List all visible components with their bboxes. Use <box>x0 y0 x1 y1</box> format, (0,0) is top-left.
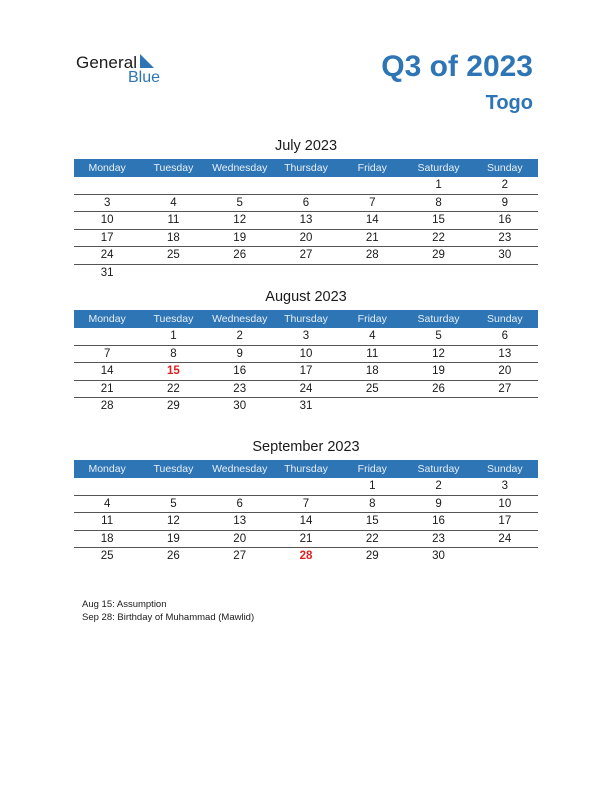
weekday-label: Monday <box>88 463 126 475</box>
week-row <box>74 381 538 399</box>
day-cell: 2 <box>236 330 243 342</box>
weekday-label: Wednesday <box>212 313 268 325</box>
day-cell: 31 <box>299 400 313 412</box>
day-cell <box>339 398 405 416</box>
weekday-header <box>74 460 538 478</box>
week-row <box>74 496 538 514</box>
day-cell: 7 <box>103 347 111 360</box>
day-cell: 18 <box>167 231 180 244</box>
day-cell: 2 <box>435 480 442 492</box>
holiday-note: Aug 15: Assumption <box>82 599 167 610</box>
day-cell <box>273 265 339 283</box>
day-cell <box>207 177 273 194</box>
generalblue-logo <box>76 53 176 93</box>
weekday-label: Saturday <box>417 162 460 174</box>
day-cell: 17 <box>299 365 313 377</box>
month-title: August 2023 <box>265 289 347 305</box>
day-cell: 26 <box>233 249 247 261</box>
day-cell <box>339 177 405 194</box>
day-cell: 23 <box>432 532 445 545</box>
day-cell: 16 <box>432 515 445 527</box>
holiday-notes <box>82 598 254 624</box>
holiday-note: Sep 28: Birthday of Muhammad (Mawlid) <box>82 612 255 623</box>
day-cell: 11 <box>366 347 379 360</box>
logo-triangle-icon <box>140 54 154 68</box>
day-cell: 7 <box>302 497 310 510</box>
day-cell: 9 <box>236 347 243 360</box>
day-cell <box>472 398 538 416</box>
week-row <box>74 363 538 381</box>
day-cell: 16 <box>233 365 247 377</box>
weekday-label: Thursday <box>284 162 328 174</box>
day-cell: 23 <box>233 382 247 395</box>
day-cell: 27 <box>498 382 512 395</box>
week-row <box>74 328 538 346</box>
day-cell <box>472 265 538 283</box>
day-cell: 10 <box>498 497 512 510</box>
day-cell: 8 <box>435 196 442 209</box>
day-cell: 4 <box>369 330 376 342</box>
day-cell: 8 <box>369 497 376 510</box>
day-cell: 15 <box>365 515 379 527</box>
weekday-label: Tuesday <box>153 463 194 475</box>
day-cell: 9 <box>501 196 509 209</box>
day-cell <box>74 328 140 345</box>
week-row <box>74 478 538 496</box>
weekday-label: Tuesday <box>153 162 194 174</box>
day-cell: 29 <box>167 400 180 412</box>
day-cell: 6 <box>501 330 509 342</box>
day-cell: 30 <box>432 550 445 562</box>
day-cell: 21 <box>100 382 114 395</box>
month-calendar <box>74 137 538 282</box>
holiday-day-cell: 28 <box>299 550 313 562</box>
day-cell: 23 <box>498 231 512 244</box>
day-cell <box>339 265 405 283</box>
weekday-label: Friday <box>357 313 387 325</box>
day-cell: 28 <box>100 400 114 412</box>
day-cell: 9 <box>435 497 442 510</box>
day-cell: 13 <box>233 515 247 527</box>
day-cell: 14 <box>299 515 313 527</box>
day-cell: 18 <box>365 365 379 377</box>
day-cell: 27 <box>299 249 313 261</box>
day-cell: 1 <box>369 480 376 492</box>
day-cell: 12 <box>167 515 180 527</box>
logo-text-blue: Blue <box>128 69 161 86</box>
day-cell: 11 <box>101 515 114 527</box>
month-calendar <box>74 288 538 416</box>
weekday-label: Monday <box>88 313 126 325</box>
day-cell <box>74 177 140 194</box>
weekday-label: Sunday <box>487 162 523 174</box>
month-title: September 2023 <box>252 439 360 455</box>
day-cell: 5 <box>236 196 243 209</box>
day-cell <box>273 478 339 495</box>
day-cell: 1 <box>170 330 177 342</box>
page-title: Q3 of 2023 <box>381 50 533 83</box>
month-title: July 2023 <box>274 138 338 154</box>
weekday-label: Sunday <box>487 463 523 475</box>
week-row <box>74 265 538 283</box>
weekday-label: Thursday <box>284 313 328 325</box>
week-row <box>74 247 538 265</box>
holiday-day-cell: 15 <box>167 365 180 377</box>
day-cell: 17 <box>100 231 114 244</box>
day-cell: 20 <box>233 532 247 545</box>
day-cell: 13 <box>299 214 313 226</box>
day-cell: 6 <box>236 497 243 510</box>
day-cell: 11 <box>167 214 180 226</box>
day-cell <box>74 478 140 495</box>
day-cell: 6 <box>302 196 310 209</box>
weekday-label: Wednesday <box>212 463 268 475</box>
day-cell <box>207 265 273 283</box>
week-row <box>74 230 538 248</box>
week-row <box>74 346 538 364</box>
day-cell: 1 <box>435 179 442 191</box>
country-name: Togo <box>485 92 533 114</box>
day-cell: 4 <box>170 196 177 209</box>
day-cell <box>140 265 206 283</box>
day-cell <box>207 478 273 495</box>
day-cell: 30 <box>498 249 512 261</box>
week-row <box>74 513 538 531</box>
day-cell: 20 <box>299 231 313 244</box>
day-cell: 25 <box>100 550 114 562</box>
logo-text-general: General <box>76 53 138 72</box>
day-cell: 4 <box>103 497 111 510</box>
day-cell: 24 <box>299 382 313 395</box>
week-row <box>74 398 538 416</box>
week-row <box>74 177 538 195</box>
day-cell: 13 <box>498 347 512 360</box>
day-cell <box>405 398 471 416</box>
day-cell: 17 <box>498 515 512 527</box>
day-cell: 27 <box>233 550 247 562</box>
day-cell: 5 <box>170 497 177 510</box>
day-cell <box>273 177 339 194</box>
day-cell: 10 <box>100 214 114 226</box>
day-cell: 29 <box>432 249 445 261</box>
day-cell: 7 <box>369 196 376 209</box>
day-cell: 18 <box>100 532 114 545</box>
weekday-label: Saturday <box>417 463 460 475</box>
day-cell: 26 <box>432 382 445 395</box>
weekday-label: Thursday <box>284 463 328 475</box>
day-cell: 3 <box>103 196 111 209</box>
day-cell: 10 <box>299 347 313 360</box>
weekday-label: Sunday <box>487 313 523 325</box>
day-cell: 8 <box>170 347 177 360</box>
week-row <box>74 548 538 566</box>
day-cell <box>405 265 471 283</box>
day-cell: 20 <box>498 365 512 377</box>
weekday-label: Monday <box>88 162 126 174</box>
day-cell: 25 <box>167 249 180 261</box>
day-cell: 14 <box>365 214 379 226</box>
weekday-header <box>74 159 538 177</box>
day-cell: 14 <box>100 365 114 377</box>
day-cell: 12 <box>432 347 445 360</box>
day-cell: 30 <box>233 400 247 412</box>
month-calendar <box>74 438 538 566</box>
day-cell: 16 <box>498 214 512 226</box>
day-cell: 21 <box>365 231 379 244</box>
day-cell: 26 <box>167 550 180 562</box>
day-cell <box>140 478 206 495</box>
day-cell: 2 <box>501 179 509 191</box>
week-row <box>74 195 538 213</box>
day-cell: 19 <box>233 231 247 244</box>
day-cell: 15 <box>432 214 445 226</box>
day-cell: 19 <box>432 365 445 377</box>
weekday-label: Friday <box>357 162 387 174</box>
day-cell: 3 <box>302 330 310 342</box>
day-cell: 5 <box>435 330 442 342</box>
day-cell <box>472 548 538 566</box>
day-cell: 3 <box>501 480 509 492</box>
day-cell: 22 <box>167 382 180 395</box>
weekday-label: Friday <box>357 463 387 475</box>
day-cell: 24 <box>100 249 114 261</box>
day-cell: 25 <box>365 382 379 395</box>
week-row <box>74 212 538 230</box>
week-row <box>74 531 538 549</box>
day-cell: 22 <box>432 231 445 244</box>
weekday-header <box>74 310 538 328</box>
day-cell: 12 <box>233 214 247 226</box>
weekday-label: Saturday <box>417 313 460 325</box>
weekday-label: Tuesday <box>153 313 194 325</box>
day-cell: 29 <box>365 550 379 562</box>
day-cell: 31 <box>100 266 114 279</box>
weekday-label: Wednesday <box>212 162 268 174</box>
day-cell: 19 <box>167 532 180 545</box>
day-cell: 22 <box>365 532 379 545</box>
day-cell: 28 <box>365 249 379 261</box>
day-cell <box>140 177 206 194</box>
day-cell: 21 <box>299 532 313 545</box>
day-cell: 24 <box>498 532 512 545</box>
